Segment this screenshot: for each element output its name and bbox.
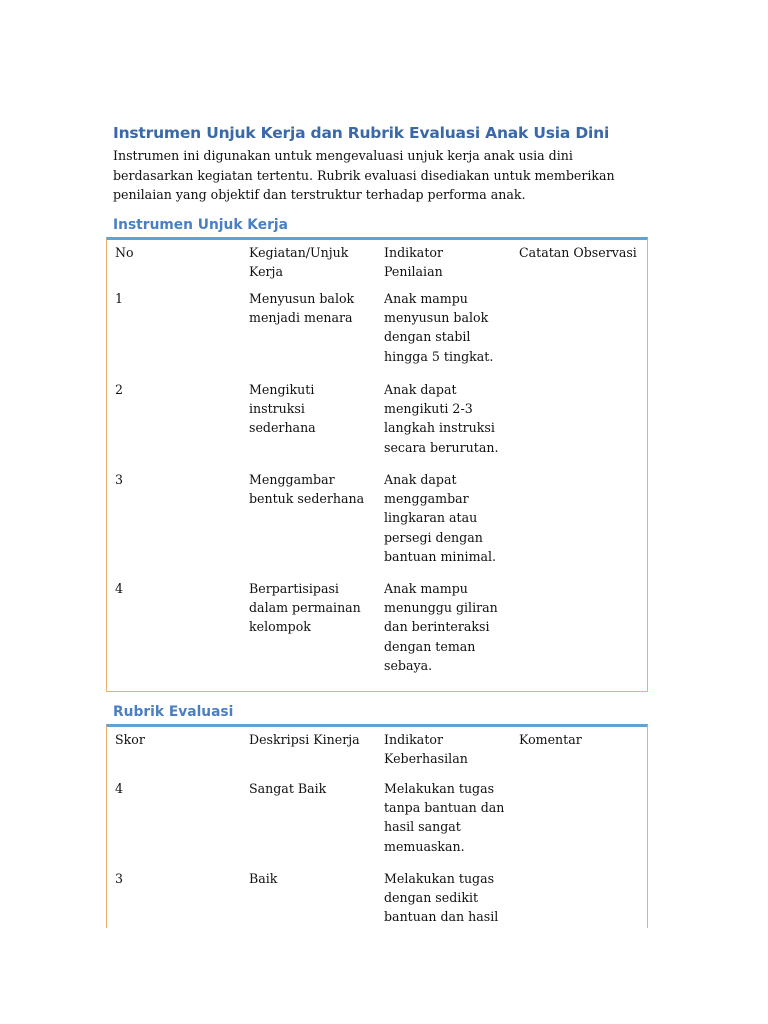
header-cell: Catatan Observasi [519,245,637,260]
table-cell: 2 [115,382,124,397]
table-cell: Menyusun balok menjadi menara [249,291,355,326]
table-cell [511,869,647,927]
header-cell: No [115,245,134,260]
table-row [107,579,647,675]
table-row [107,289,647,380]
table-cell: Sangat Baik [249,781,327,796]
table-cell: Berpartisipasi dalam permainan kelompok [249,581,361,635]
table-cell: Menggambar bentuk sederhana [249,472,365,507]
header-cell: Skor [115,732,145,747]
table-cell: 4 [115,781,124,796]
header-cell: Komentar [519,732,582,747]
table-cell [511,579,647,675]
table-cell: 1 [115,291,124,306]
table-cell: Melakukan tugas dengan sedikit bantuan dan hasil [384,871,499,925]
header-cell: Kegiatan/Unjuk Kerja [249,245,349,280]
table-row [107,470,647,579]
table-row [107,779,647,869]
table-header-row [107,727,647,779]
rubric-section-heading: Rubrik Evaluasi [113,704,234,720]
table-cell: 4 [115,581,124,596]
table-cell: Mengikuti instruksi sederhana [249,382,316,436]
table-cell [511,289,647,380]
table-cell [511,470,647,579]
table-cell: Anak mampu menunggu giliran dan berinteraksi dengan teman sebaya. [384,581,498,673]
table-cell: 3 [115,472,124,487]
header-cell: Deskripsi Kinerja [249,732,360,747]
table-cell: Anak dapat menggambar lingkaran atau persegi dengan bantuan minimal. [384,472,497,564]
table-row [107,869,647,927]
header-cell: Indikator Keberhasilan [384,732,468,767]
instrument-section-heading: Instrumen Unjuk Kerja [113,217,288,233]
rubric-table [106,724,648,928]
table-cell: Anak dapat mengikuti 2-3 langkah instruksi secara berurutan. [384,382,499,455]
intro-paragraph: Instrumen ini digunakan untuk mengevaluasi unjuk kerja anak usia dini berdasarkan kegiatan tertentu. Rubrik evaluasi disediakan untuk memberikan penilaian yang objektif dan terstruktur terhadap performa anak. [113,148,615,202]
header-cell: Indikator Penilaian [384,245,443,280]
instrument-table [106,237,648,692]
table-cell: Baik [249,871,278,886]
table-cell: Melakukan tugas tanpa bantuan dan hasil sangat memuaskan. [384,781,505,854]
table-cell: Anak mampu menyusun balok dengan stabil hingga 5 tingkat. [384,291,494,364]
table-cell: 3 [115,871,124,886]
table-cell [511,380,647,470]
table-row [107,380,647,470]
table-cell [511,779,647,869]
page-title: Instrumen Unjuk Kerja dan Rubrik Evaluasi Anak Usia Dini [113,124,610,142]
table-header-row [107,240,647,289]
